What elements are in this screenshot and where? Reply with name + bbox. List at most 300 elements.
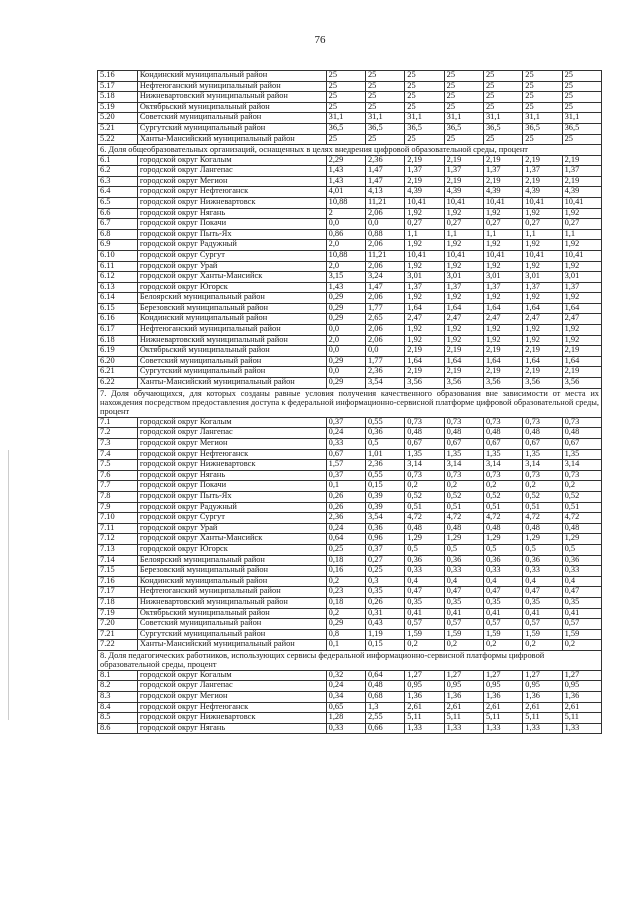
value-cell: 0,5 — [562, 544, 601, 555]
table-row — [98, 702, 602, 713]
value-cell: 2,61 — [523, 702, 562, 713]
value-cell: 1,27 — [405, 670, 444, 681]
value-cell: 36,5 — [326, 123, 365, 134]
value-cell: 1,92 — [444, 293, 483, 304]
value-cell: 2,06 — [365, 240, 404, 251]
value-cell: 1,1 — [562, 229, 601, 240]
value-cell: 0,48 — [405, 523, 444, 534]
row-name: городской округ Пыть-Ях — [137, 492, 326, 503]
value-cell: 25 — [365, 71, 404, 82]
row-name: городской округ Нижневартовск — [137, 713, 326, 724]
table-row — [98, 481, 602, 492]
value-cell: 11,21 — [365, 197, 404, 208]
value-cell: 1,57 — [326, 460, 365, 471]
value-cell: 0,48 — [523, 523, 562, 534]
row-number: 6.11 — [98, 261, 138, 272]
table-row — [98, 356, 602, 367]
value-cell: 0,26 — [365, 597, 404, 608]
value-cell: 0,2 — [562, 640, 601, 651]
value-cell: 0,95 — [444, 681, 483, 692]
section-header-row — [98, 388, 602, 417]
value-cell: 0,33 — [523, 566, 562, 577]
value-cell: 4,39 — [483, 187, 522, 198]
value-cell: 1,37 — [483, 282, 522, 293]
row-name: Сургутский муниципальный район — [137, 123, 326, 134]
value-cell: 1,36 — [483, 691, 522, 702]
value-cell: 1,37 — [523, 282, 562, 293]
value-cell: 2,19 — [523, 155, 562, 166]
row-number: 5.17 — [98, 81, 138, 92]
row-name: городской округ Сургут — [137, 513, 326, 524]
value-cell: 3,14 — [444, 460, 483, 471]
value-cell: 0,73 — [444, 470, 483, 481]
value-cell: 25 — [365, 81, 404, 92]
value-cell: 1,47 — [365, 166, 404, 177]
value-cell: 36,5 — [365, 123, 404, 134]
value-cell: 0,33 — [405, 566, 444, 577]
value-cell: 1,37 — [405, 282, 444, 293]
value-cell: 0,4 — [562, 576, 601, 587]
table-row — [98, 629, 602, 640]
row-name: Нефтеюганский муниципальный район — [137, 325, 326, 336]
value-cell: 0,47 — [483, 587, 522, 598]
row-number: 5.16 — [98, 71, 138, 82]
value-cell: 4,39 — [405, 187, 444, 198]
value-cell: 0,48 — [444, 523, 483, 534]
row-name: городской округ Мегион — [137, 176, 326, 187]
value-cell: 11,21 — [365, 250, 404, 261]
row-name: городской округ Нижневартовск — [137, 460, 326, 471]
value-cell: 0,24 — [326, 681, 365, 692]
value-cell: 1,36 — [523, 691, 562, 702]
value-cell: 3,56 — [444, 378, 483, 389]
value-cell: 36,5 — [405, 123, 444, 134]
binding-margin-line — [8, 450, 9, 720]
row-number: 7.19 — [98, 608, 138, 619]
value-cell: 0,24 — [326, 428, 365, 439]
row-number: 7.18 — [98, 597, 138, 608]
value-cell: 31,1 — [444, 113, 483, 124]
row-name: городской округ Мегион — [137, 691, 326, 702]
value-cell: 1,37 — [405, 166, 444, 177]
value-cell: 1,64 — [405, 303, 444, 314]
value-cell: 3,54 — [365, 378, 404, 389]
value-cell: 1,92 — [523, 335, 562, 346]
table-body — [98, 71, 602, 734]
value-cell: 0,8 — [326, 629, 365, 640]
row-number: 6.8 — [98, 229, 138, 240]
value-cell: 10,41 — [523, 197, 562, 208]
value-cell: 2,19 — [405, 346, 444, 357]
row-name: городской округ Лангепас — [137, 166, 326, 177]
value-cell: 2,47 — [523, 314, 562, 325]
value-cell: 1,64 — [562, 356, 601, 367]
table-row — [98, 534, 602, 545]
value-cell: 36,5 — [523, 123, 562, 134]
value-cell: 1,92 — [562, 325, 601, 336]
row-name: городской округ Нягань — [137, 208, 326, 219]
value-cell: 1,59 — [562, 629, 601, 640]
value-cell: 25 — [326, 134, 365, 145]
row-number: 7.20 — [98, 619, 138, 630]
value-cell: 0,48 — [483, 523, 522, 534]
table-row — [98, 240, 602, 251]
value-cell: 1,27 — [523, 670, 562, 681]
value-cell: 1,77 — [365, 356, 404, 367]
value-cell: 1,92 — [405, 240, 444, 251]
value-cell: 1,92 — [562, 240, 601, 251]
row-name: Октябрьский муниципальный район — [137, 346, 326, 357]
section-title: 6. Доля общеобразовательных организаций, оснащенных в целях внедрения цифровой образовательной среды, процент — [98, 145, 602, 155]
value-cell: 2,0 — [326, 240, 365, 251]
value-cell: 3,56 — [562, 378, 601, 389]
section-header-row — [98, 145, 602, 155]
value-cell: 0,29 — [326, 378, 365, 389]
value-cell: 0,39 — [365, 502, 404, 513]
value-cell: 0,26 — [326, 502, 365, 513]
value-cell: 0,55 — [365, 470, 404, 481]
row-number: 6.1 — [98, 155, 138, 166]
value-cell: 0,35 — [483, 597, 522, 608]
table-row — [98, 502, 602, 513]
value-cell: 1,1 — [523, 229, 562, 240]
row-name: городской округ Лангепас — [137, 428, 326, 439]
row-number: 7.2 — [98, 428, 138, 439]
value-cell: 0,2 — [444, 640, 483, 651]
value-cell: 1,64 — [444, 303, 483, 314]
value-cell: 1,92 — [562, 335, 601, 346]
value-cell: 1,64 — [523, 356, 562, 367]
value-cell: 1,92 — [483, 335, 522, 346]
section-title: 8. Доля педагогических работников, использующих сервисы федеральной информационно-сервисной платформы цифровой образовательной среды, процент — [98, 650, 602, 670]
row-name: городской округ Нефтеюганск — [137, 702, 326, 713]
row-name: городской округ Нягань — [137, 723, 326, 734]
table-row — [98, 367, 602, 378]
row-name: Нефтеюганский муниципальный район — [137, 81, 326, 92]
table-row — [98, 523, 602, 534]
table-row — [98, 346, 602, 357]
value-cell: 25 — [444, 71, 483, 82]
row-name: городской округ Радужный — [137, 240, 326, 251]
value-cell: 0,48 — [483, 428, 522, 439]
table-row — [98, 261, 602, 272]
value-cell: 1,19 — [365, 629, 404, 640]
table-row — [98, 71, 602, 82]
row-name: городской округ Югорск — [137, 282, 326, 293]
row-name: городской округ Югорск — [137, 544, 326, 555]
table-row — [98, 250, 602, 261]
row-number: 6.9 — [98, 240, 138, 251]
row-number: 7.7 — [98, 481, 138, 492]
table-row — [98, 102, 602, 113]
value-cell: 1,92 — [405, 208, 444, 219]
row-name: Сургутский муниципальный район — [137, 629, 326, 640]
value-cell: 25 — [562, 92, 601, 103]
value-cell: 0,73 — [523, 417, 562, 428]
value-cell: 0,73 — [405, 417, 444, 428]
value-cell: 25 — [562, 134, 601, 145]
value-cell: 10,41 — [562, 250, 601, 261]
value-cell: 2,19 — [405, 176, 444, 187]
value-cell: 25 — [444, 92, 483, 103]
value-cell: 2,61 — [405, 702, 444, 713]
value-cell: 0,73 — [523, 470, 562, 481]
value-cell: 25 — [365, 134, 404, 145]
row-number: 7.12 — [98, 534, 138, 545]
row-number: 6.18 — [98, 335, 138, 346]
row-number: 5.22 — [98, 134, 138, 145]
table-row — [98, 691, 602, 702]
value-cell: 31,1 — [326, 113, 365, 124]
value-cell: 0,4 — [483, 576, 522, 587]
table-row — [98, 681, 602, 692]
value-cell: 1,92 — [523, 240, 562, 251]
value-cell: 4,39 — [562, 187, 601, 198]
value-cell: 0,5 — [405, 544, 444, 555]
row-name: Нижневартовский муниципальный район — [137, 92, 326, 103]
value-cell: 2,06 — [365, 335, 404, 346]
value-cell: 1,92 — [405, 293, 444, 304]
value-cell: 0,36 — [562, 555, 601, 566]
value-cell: 0,64 — [326, 534, 365, 545]
row-name: Ханты-Мансийский муниципальный район — [137, 378, 326, 389]
value-cell: 0,35 — [523, 597, 562, 608]
row-name: городской округ Когалым — [137, 417, 326, 428]
value-cell: 0,29 — [326, 356, 365, 367]
value-cell: 2,19 — [523, 346, 562, 357]
value-cell: 0,36 — [365, 523, 404, 534]
value-cell: 25 — [523, 71, 562, 82]
value-cell: 0,27 — [365, 555, 404, 566]
value-cell: 2,61 — [562, 702, 601, 713]
value-cell: 0,2 — [562, 481, 601, 492]
row-name: Белоярский муниципальный район — [137, 293, 326, 304]
table-row — [98, 544, 602, 555]
value-cell: 0,67 — [326, 449, 365, 460]
value-cell: 10,41 — [405, 197, 444, 208]
value-cell: 0,33 — [326, 723, 365, 734]
table-row — [98, 113, 602, 124]
row-name: Октябрьский муниципальный район — [137, 608, 326, 619]
row-number: 8.1 — [98, 670, 138, 681]
value-cell: 2,0 — [326, 261, 365, 272]
value-cell: 0,57 — [483, 619, 522, 630]
table-row — [98, 723, 602, 734]
value-cell: 25 — [326, 71, 365, 82]
value-cell: 25 — [405, 92, 444, 103]
value-cell: 10,41 — [483, 197, 522, 208]
value-cell: 25 — [326, 92, 365, 103]
value-cell: 0,5 — [365, 439, 404, 450]
value-cell: 0,2 — [326, 608, 365, 619]
row-number: 7.1 — [98, 417, 138, 428]
table-row — [98, 587, 602, 598]
row-number: 7.16 — [98, 576, 138, 587]
value-cell: 0,31 — [365, 608, 404, 619]
value-cell: 4,72 — [562, 513, 601, 524]
value-cell: 2,0 — [326, 335, 365, 346]
table-row — [98, 282, 602, 293]
value-cell: 0,0 — [326, 346, 365, 357]
value-cell: 25 — [326, 81, 365, 92]
value-cell: 25 — [326, 102, 365, 113]
value-cell: 3,56 — [483, 378, 522, 389]
value-cell: 25 — [523, 102, 562, 113]
table-row — [98, 219, 602, 230]
value-cell: 0,48 — [562, 523, 601, 534]
value-cell: 1,43 — [326, 176, 365, 187]
value-cell: 2,19 — [405, 155, 444, 166]
value-cell: 0,57 — [444, 619, 483, 630]
table-row — [98, 134, 602, 145]
value-cell: 4,39 — [523, 187, 562, 198]
value-cell: 1,92 — [483, 208, 522, 219]
value-cell: 0,51 — [444, 502, 483, 513]
value-cell: 10,41 — [444, 197, 483, 208]
value-cell: 2,55 — [365, 713, 404, 724]
value-cell: 1,92 — [483, 240, 522, 251]
value-cell: 0,34 — [326, 691, 365, 702]
value-cell: 0,67 — [444, 439, 483, 450]
value-cell: 0,29 — [326, 619, 365, 630]
table-row — [98, 513, 602, 524]
value-cell: 1,3 — [365, 702, 404, 713]
row-name: городской округ Пыть-Ях — [137, 229, 326, 240]
table-row — [98, 325, 602, 336]
value-cell: 25 — [405, 81, 444, 92]
value-cell: 1,64 — [523, 303, 562, 314]
value-cell: 2,19 — [444, 346, 483, 357]
row-number: 5.20 — [98, 113, 138, 124]
value-cell: 4,39 — [444, 187, 483, 198]
value-cell: 1,35 — [483, 449, 522, 460]
value-cell: 0,0 — [326, 219, 365, 230]
value-cell: 25 — [405, 71, 444, 82]
row-name: Нижневартовский муниципальный район — [137, 597, 326, 608]
value-cell: 1,33 — [483, 723, 522, 734]
value-cell: 1,37 — [562, 282, 601, 293]
value-cell: 1,92 — [483, 293, 522, 304]
value-cell: 0,52 — [483, 492, 522, 503]
value-cell: 0,15 — [365, 640, 404, 651]
table-row — [98, 335, 602, 346]
row-number: 7.17 — [98, 587, 138, 598]
value-cell: 1,27 — [483, 670, 522, 681]
value-cell: 1,92 — [444, 240, 483, 251]
value-cell: 1,92 — [483, 261, 522, 272]
value-cell: 0,41 — [405, 608, 444, 619]
row-number: 6.12 — [98, 272, 138, 283]
value-cell: 0,1 — [326, 481, 365, 492]
value-cell: 0,48 — [523, 428, 562, 439]
value-cell: 25 — [365, 102, 404, 113]
row-number: 6.15 — [98, 303, 138, 314]
row-number: 6.5 — [98, 197, 138, 208]
value-cell: 0,47 — [523, 587, 562, 598]
value-cell: 31,1 — [365, 113, 404, 124]
value-cell: 2,36 — [365, 460, 404, 471]
value-cell: 0,2 — [523, 640, 562, 651]
value-cell: 1,64 — [483, 356, 522, 367]
value-cell: 0,4 — [444, 576, 483, 587]
value-cell: 3,14 — [562, 460, 601, 471]
value-cell: 31,1 — [562, 113, 601, 124]
table-row — [98, 449, 602, 460]
value-cell: 25 — [562, 102, 601, 113]
row-name: городской округ Ханты-Мансийск — [137, 534, 326, 545]
value-cell: 1,59 — [523, 629, 562, 640]
value-cell: 10,41 — [444, 250, 483, 261]
value-cell: 2,06 — [365, 293, 404, 304]
value-cell: 2,19 — [444, 176, 483, 187]
value-cell: 0,0 — [365, 219, 404, 230]
value-cell: 1,33 — [405, 723, 444, 734]
value-cell: 1,64 — [483, 303, 522, 314]
row-number: 7.3 — [98, 439, 138, 450]
table-row — [98, 460, 602, 471]
value-cell: 4,72 — [523, 513, 562, 524]
value-cell: 25 — [523, 92, 562, 103]
value-cell: 0,2 — [405, 481, 444, 492]
value-cell: 2,19 — [405, 367, 444, 378]
value-cell: 10,88 — [326, 250, 365, 261]
value-cell: 1,59 — [444, 629, 483, 640]
indicators-table — [97, 70, 602, 734]
row-number: 8.2 — [98, 681, 138, 692]
table-row — [98, 640, 602, 651]
table-row — [98, 608, 602, 619]
value-cell: 0,15 — [365, 481, 404, 492]
value-cell: 0,73 — [562, 417, 601, 428]
value-cell: 0,33 — [444, 566, 483, 577]
value-cell: 0,2 — [326, 576, 365, 587]
value-cell: 25 — [483, 81, 522, 92]
value-cell: 2,19 — [562, 176, 601, 187]
row-name: городской округ Урай — [137, 523, 326, 534]
table-row — [98, 155, 602, 166]
value-cell: 1,64 — [562, 303, 601, 314]
row-name: городской округ Урай — [137, 261, 326, 272]
value-cell: 25 — [405, 102, 444, 113]
row-number: 6.20 — [98, 356, 138, 367]
value-cell: 25 — [483, 134, 522, 145]
table-row — [98, 597, 602, 608]
value-cell: 3,01 — [444, 272, 483, 283]
value-cell: 31,1 — [405, 113, 444, 124]
value-cell: 1,77 — [365, 303, 404, 314]
value-cell: 0,29 — [326, 314, 365, 325]
value-cell: 1,1 — [444, 229, 483, 240]
value-cell: 0,27 — [523, 219, 562, 230]
value-cell: 2,65 — [365, 314, 404, 325]
value-cell: 0,27 — [444, 219, 483, 230]
value-cell: 0,73 — [444, 417, 483, 428]
value-cell: 25 — [562, 81, 601, 92]
value-cell: 1,29 — [562, 534, 601, 545]
value-cell: 0,95 — [405, 681, 444, 692]
value-cell: 0,33 — [562, 566, 601, 577]
row-number: 6.22 — [98, 378, 138, 389]
value-cell: 2,19 — [483, 367, 522, 378]
value-cell: 0,33 — [483, 566, 522, 577]
value-cell: 1,92 — [444, 261, 483, 272]
value-cell: 1,92 — [444, 335, 483, 346]
section-title: 7. Доля обучающихся, для которых созданы равные условия получения качественного образования вне зависимости от места их нахождения посредством предоставления доступа к федеральной информационно-сервисной платформе цифровой образовательной среды, процент — [98, 388, 602, 417]
value-cell: 0,48 — [562, 428, 601, 439]
value-cell: 25 — [483, 92, 522, 103]
value-cell: 1,36 — [405, 691, 444, 702]
value-cell: 0,39 — [365, 492, 404, 503]
